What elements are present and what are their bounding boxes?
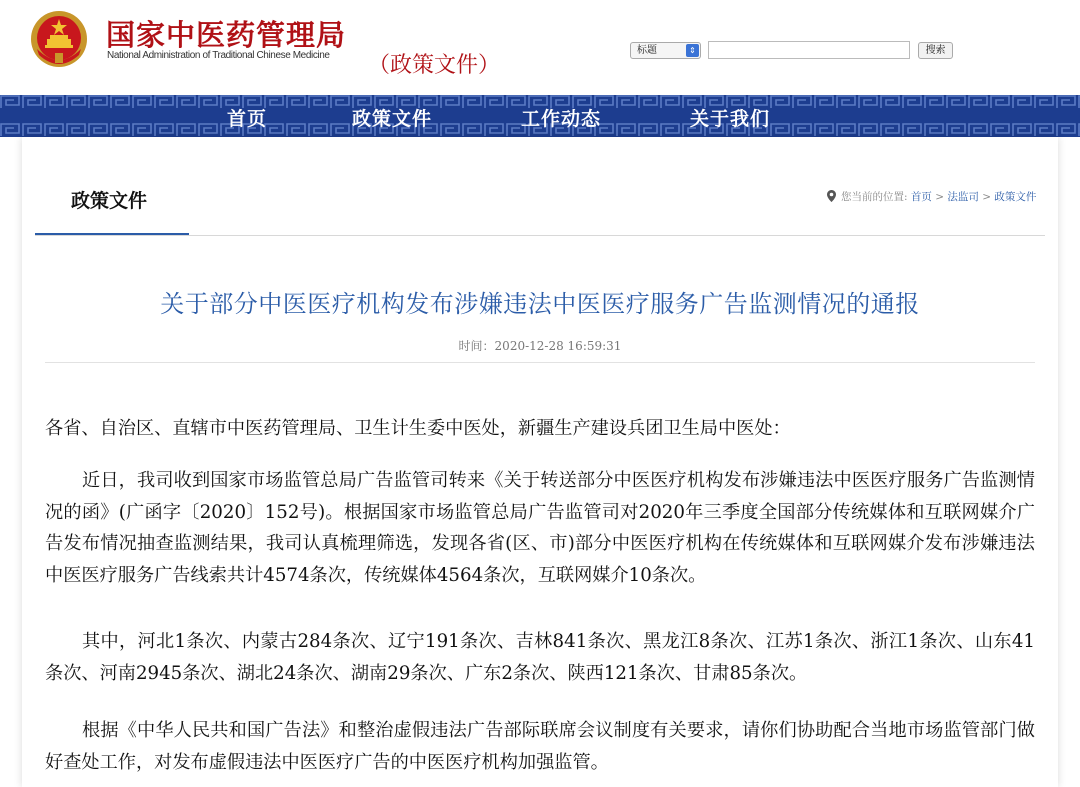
article-paragraph: 其中，河北1条次、内蒙古284条次、辽宁191条次、吉林841条次、黑龙江8条次、江苏1条次、浙江1条次、山东41条次、河南2945条次、湖北24条次、湖南29条次、广东2条次、陕西121条次、甘肃85条次。 — [45, 631, 1035, 684]
national-emblem-icon[interactable] — [29, 9, 89, 69]
tab-divider — [35, 235, 1045, 236]
breadcrumb-department[interactable]: 法监司 — [947, 191, 979, 203]
nav-item-about[interactable]: 关于我们 — [690, 108, 771, 130]
nav-item-news[interactable]: 工作动态 — [521, 108, 602, 130]
location-label: 您当前的位置: — [841, 191, 908, 203]
search-button[interactable]: 搜索 — [918, 42, 953, 59]
location-pin-icon — [827, 190, 836, 202]
article-paragraph: 近日，我司收到国家市场监管总局广告监管司转来《关于转送部分中医医疗机构发布涉嫌违法中医医疗服务广告监测情况的函》(广函字〔2020〕152号)。根据国家市场监管总局广告监管司对2020年三季度全国部分传统媒体和互联网媒介广告发布情况抽查监测结果，我司认真梳理筛选，发现各省(区、市)部分中医医疗机构在传统媒体和互联网媒介发布涉嫌违法中医医疗服务广告线索共计4574条次，传统媒体4564条次，互联网媒介10条次。 — [45, 470, 1035, 586]
breadcrumb-current[interactable]: 政策文件 — [994, 191, 1037, 203]
tab-title[interactable]: 政策文件 — [71, 190, 148, 212]
article-paragraph: 根据《中华人民共和国广告法》和整治虚假违法广告部际联席会议制度有关要求，请你们协助配合当地市场监管部门做好查处工作，对发布虚假违法中医医疗广告的中医医疗机构加强监管。 — [45, 720, 1035, 773]
breadcrumb — [827, 189, 1036, 204]
search-scope-select[interactable] — [630, 42, 701, 59]
site-name[interactable]: 国家中医药管理局 — [106, 18, 347, 52]
article-time — [0, 337, 1080, 354]
article-salutation: 各省、自治区、直辖市中医药管理局、卫生计生委中医处，新疆生产建设兵团卫生局中医处： — [45, 418, 791, 439]
title-divider — [45, 362, 1035, 363]
main-nav — [0, 95, 1080, 137]
time-label: 时间： — [458, 339, 495, 353]
breadcrumb-separator: > — [978, 191, 995, 203]
breadcrumb-home[interactable]: 首页 — [910, 191, 932, 203]
breadcrumb-separator: > — [931, 191, 948, 203]
nav-item-policy[interactable]: 政策文件 — [352, 108, 433, 130]
site-name-english: National Administration of Traditional Chinese Medicine — [107, 50, 330, 61]
chevron-updown-icon: ⇕ — [686, 44, 699, 57]
article-title: 关于部分中医医疗机构发布涉嫌违法中医医疗服务广告监测情况的通报 — [160, 290, 920, 318]
section-tag: （政策文件） — [368, 53, 501, 78]
search-scope-value: 标题 — [637, 45, 657, 56]
time-value: 2020-12-28 16:59:31 — [494, 339, 622, 353]
nav-item-home[interactable]: 首页 — [227, 108, 268, 130]
search-input[interactable] — [708, 41, 910, 59]
site-header — [0, 0, 1080, 95]
